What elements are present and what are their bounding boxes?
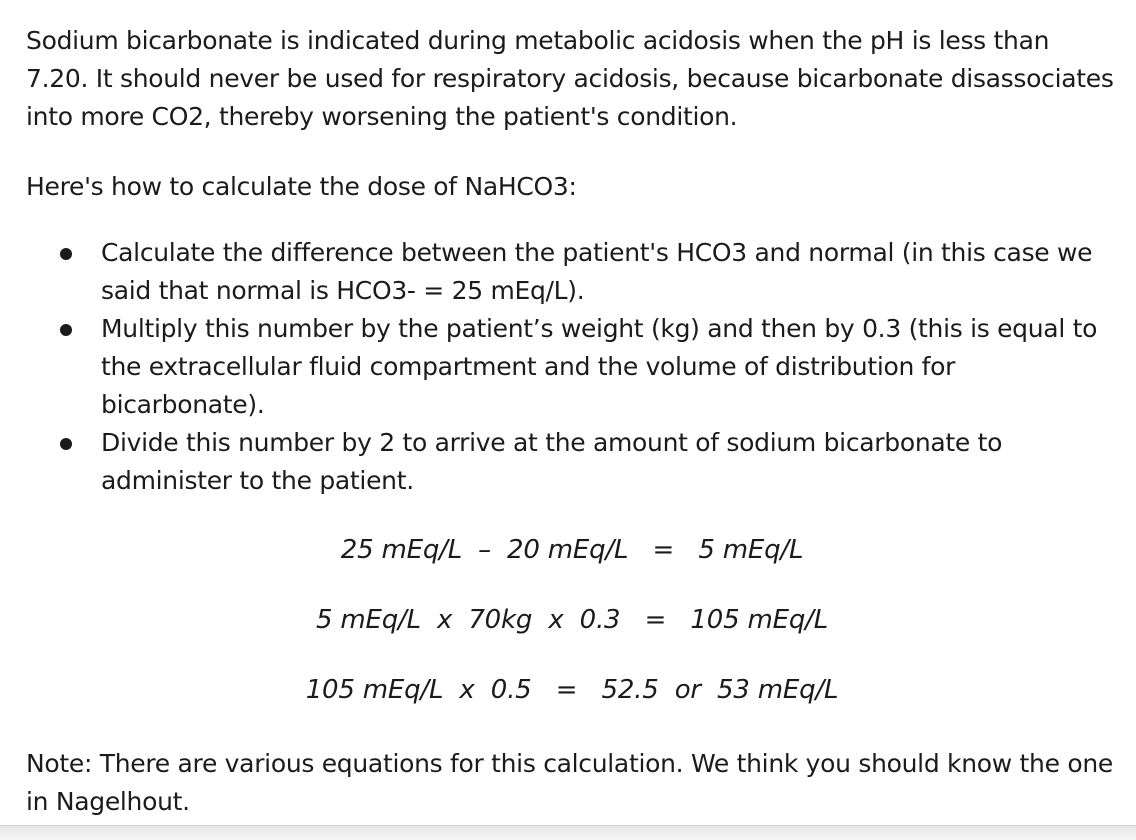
bullet-icon: [60, 438, 72, 450]
step-text: Multiply this number by the patient’s weight (kg) and then by 0.3 (this is equal to the extracellular fluid compartment and the volume of distribution for bicarbonate).: [101, 314, 1098, 419]
dose-calculation-heading: Here's how to calculate the dose of NaHCO3:: [26, 172, 577, 201]
equation-rhs: 52.5 or 53 mEq/L: [601, 675, 839, 705]
equation-equals: =: [555, 675, 578, 705]
intro-paragraph: Sodium bicarbonate is indicated during metabolic acidosis when the pH is less than 7.20. It should never be used for respiratory acidosis, because bicarbonate disassociates into more CO2, thereby worsening the patient's condition.: [26, 26, 1114, 131]
equation-weight: [26, 601, 1118, 671]
equation-lhs: 105 mEq/L x 0.5: [305, 675, 532, 705]
equations-block: [26, 531, 1118, 741]
equation-rhs: 5 mEq/L: [698, 535, 804, 565]
equation-equals: =: [652, 535, 675, 565]
equation-lhs: 5 mEq/L x 70kg x 0.3: [315, 605, 621, 635]
article-body: [26, 22, 1118, 821]
equation-lhs: 25 mEq/L – 20 mEq/L: [340, 535, 629, 565]
equation-equals: =: [644, 605, 667, 635]
list-item: [26, 234, 1118, 310]
list-item: [26, 424, 1118, 500]
list-item: [26, 310, 1118, 424]
bottom-divider: [0, 825, 1136, 840]
calculation-steps-list: [26, 234, 1118, 500]
step-text: Divide this number by 2 to arrive at the amount of sodium bicarbonate to administer to the patient.: [101, 428, 1003, 495]
bullet-icon: [60, 248, 72, 260]
step-text: Calculate the difference between the patient's HCO3 and normal (in this case we said that normal is HCO3- = 25 mEq/L).: [101, 238, 1093, 305]
note-paragraph: Note: There are various equations for this calculation. We think you should know the one in Nagelhout.: [26, 749, 1113, 816]
equation-difference: [26, 531, 1118, 601]
equation-dose: [26, 671, 1118, 741]
bullet-icon: [60, 324, 72, 336]
equation-rhs: 105 mEq/L: [690, 605, 828, 635]
